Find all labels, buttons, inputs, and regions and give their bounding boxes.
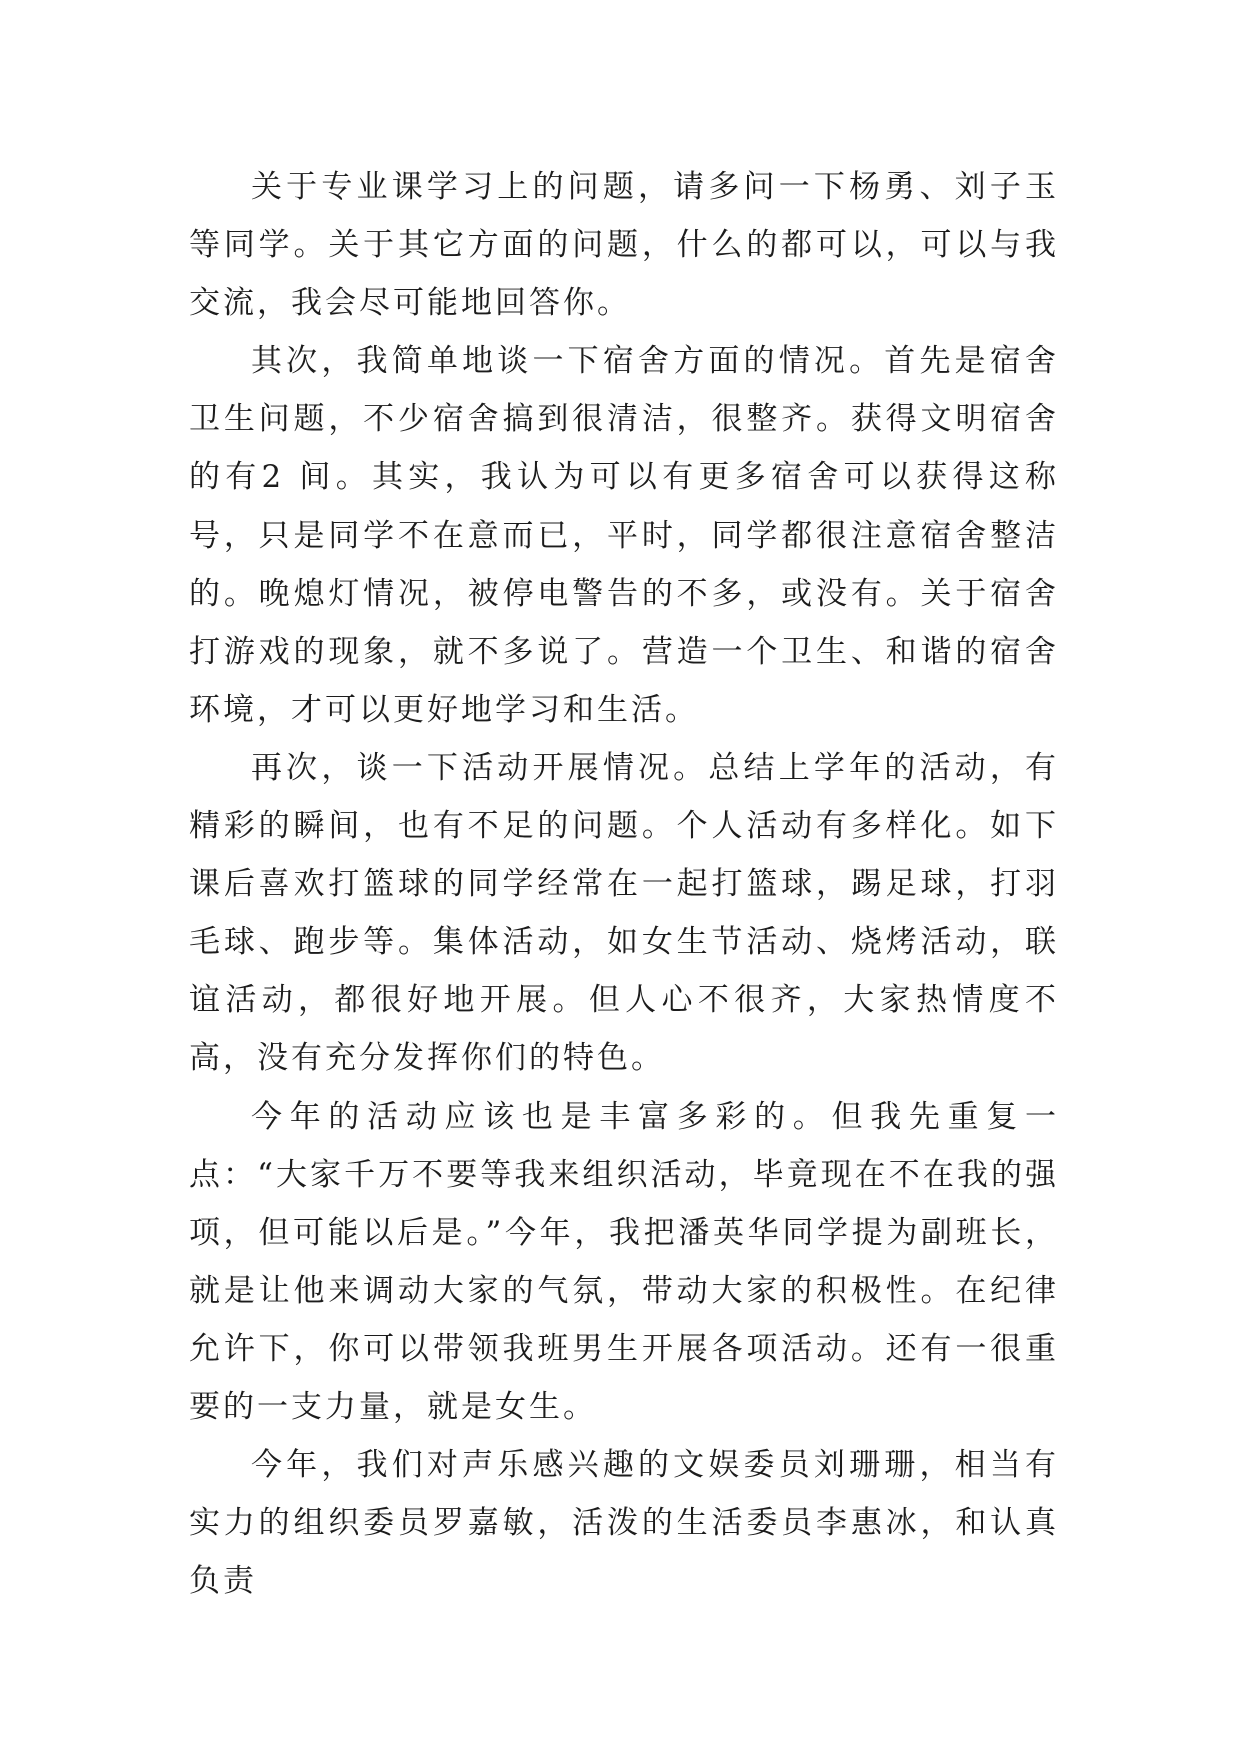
paragraph-committee: 今年，我们对声乐感兴趣的文娱委员刘珊珊，相当有实力的组织委员罗嘉敏，活泼的生活委员李惠冰，和认真负责 xyxy=(189,1447,1059,1600)
document-body xyxy=(189,158,1059,1610)
paragraph-dormitory: 其次，我简单地谈一下宿舍方面的情况。首先是宿舍卫生问题，不少宿舍搞到很清洁，很整齐。获得文明宿舍的有2 间。其实，我认为可以有更多宿舍可以获得这称号，只是同学不在意而已，平时，同学都很注意宿舍整洁的。晚熄灯情况，被停电警告的不多，或没有。关于宿舍打游戏的现象，就不多说了。营造一个卫生、和谐的宿舍环境，才可以更好地学习和生活。 xyxy=(189,343,1059,728)
paragraph-activities-plan: 今年的活动应该也是丰富多彩的。但我先重复一点：“大家千万不要等我来组织活动，毕竟现在不在我的强项，但可能以后是。”今年，我把潘英华同学提为副班长，就是让他来调动大家的气氛，带动大家的积极性。在纪律允许下，你可以带领我班男生开展各项活动。还有一很重要的一支力量，就是女生。 xyxy=(189,1098,1059,1425)
paragraph-study-questions: 关于专业课学习上的问题，请多问一下杨勇、刘子玉等同学。关于其它方面的问题，什么的都可以，可以与我交流，我会尽可能地回答你。 xyxy=(189,169,1059,322)
paragraph-activities-review: 再次，谈一下活动开展情况。总结上学年的活动，有精彩的瞬间，也有不足的问题。个人活动有多样化。如下课后喜欢打篮球的同学经常在一起打篮球，踢足球，打羽毛球、跑步等。集体活动，如女生节活动、烧烤活动，联谊活动，都很好地开展。但人心不很齐，大家热情度不高，没有充分发挥你们的特色。 xyxy=(189,749,1059,1077)
